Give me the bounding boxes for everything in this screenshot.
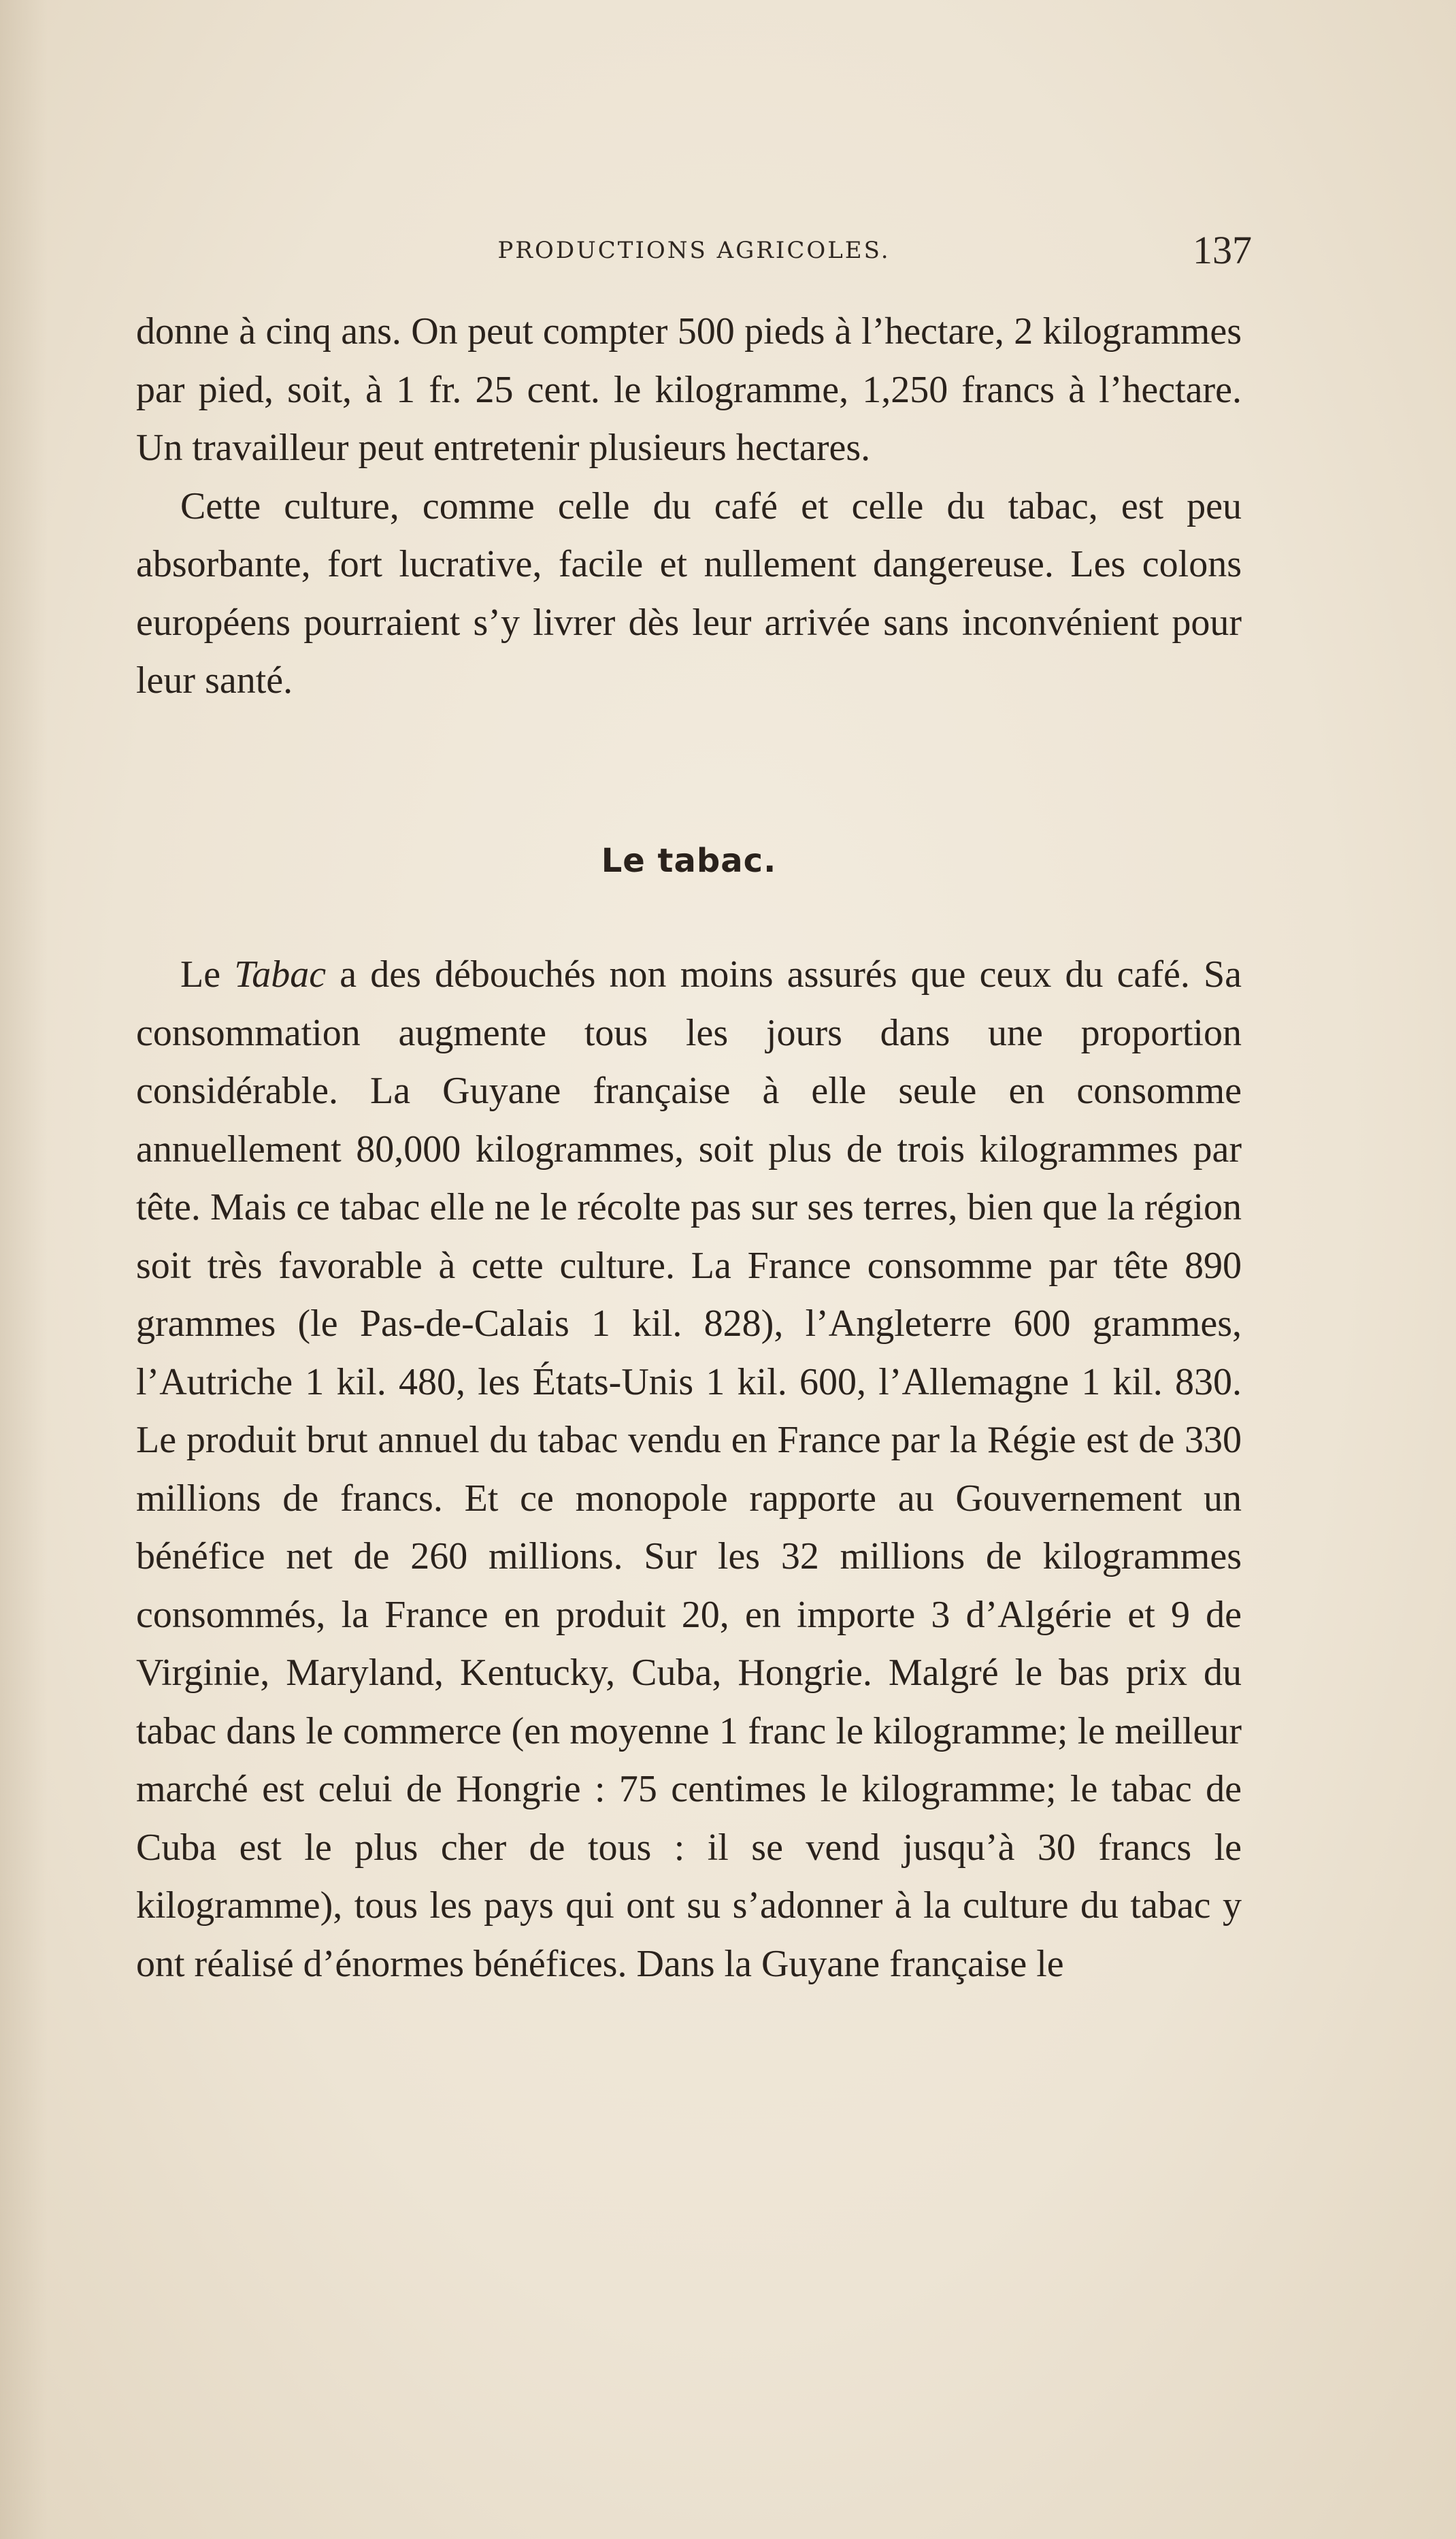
italic-term: Tabac bbox=[234, 953, 327, 996]
page-number: 137 bbox=[1193, 228, 1252, 272]
tabac-section-text bbox=[136, 946, 1242, 1993]
paragraph-culture: Cette culture, comme celle du café et celle du tabac, est peu absorbante, fort lucrative, facile et nullement dangereuse. Les colons européens pourraient s’y livrer dès leur arrivée sans inconvénient pour leur santé. bbox=[136, 485, 1242, 702]
running-head bbox=[136, 230, 1252, 271]
opening-text bbox=[136, 303, 1242, 710]
paragraph-tabac bbox=[136, 946, 1242, 1993]
running-head-title: PRODUCTIONS AGRICOLES. bbox=[497, 237, 891, 264]
lead-word: Le bbox=[180, 953, 221, 996]
section-heading: Le tabac. bbox=[601, 842, 777, 880]
paragraph-tabac-body: a des débouchés non moins assurés que ceux du café. Sa consommation augmente tous les jours dans une proportion considérable. La Guyane française à elle seule en consomme annuellement 80,000 kilogrammes, soit plus de trois kilogrammes par tête. Mais ce tabac elle ne le récolte pas sur ses terres, bien que la région soit très favorable à cette culture. La France consomme par tête 890 grammes (le Pas-de-Calais 1 kil. 828), l’Angleterre 600 grammes, l’Autriche 1 kil. 480, les États-Unis 1 kil. 600, l’Allemagne 1 kil. 830. Le produit brut annuel du tabac vendu en France par la Régie est de 330 millions de francs. Et ce monopole rapporte au Gouvernement un bénéfice net de 260 millions. Sur les 32 millions de kilogrammes consommés, la France en produit 20, en importe 3 d’Algérie et 9 de Virginie, Maryland, Kentucky, Cuba, Hongrie. Malgré le bas prix du tabac dans le commerce (en moyenne 1 franc le kilogramme; le meilleur marché est celui de Hongrie : 75 centimes le kilogramme; le tabac de Cuba est le plus cher de tous : il se vend jusqu’à 30 francs le kilogramme), tous les pays qui ont su s’adonner à la culture du tabac y ont réalisé d’énormes bénéfices. Dans la Guyane française le bbox=[136, 953, 1242, 1985]
page-gutter-shadow bbox=[0, 0, 48, 2539]
paragraph-continued: donne à cinq ans. On peut compter 500 pieds à l’hectare, 2 kilogrammes par pied, soit, à 1 fr. 25 cent. le kilogramme, 1,250 francs à l’hectare. Un travailleur peut entretenir plusieurs hectares. bbox=[136, 310, 1242, 469]
